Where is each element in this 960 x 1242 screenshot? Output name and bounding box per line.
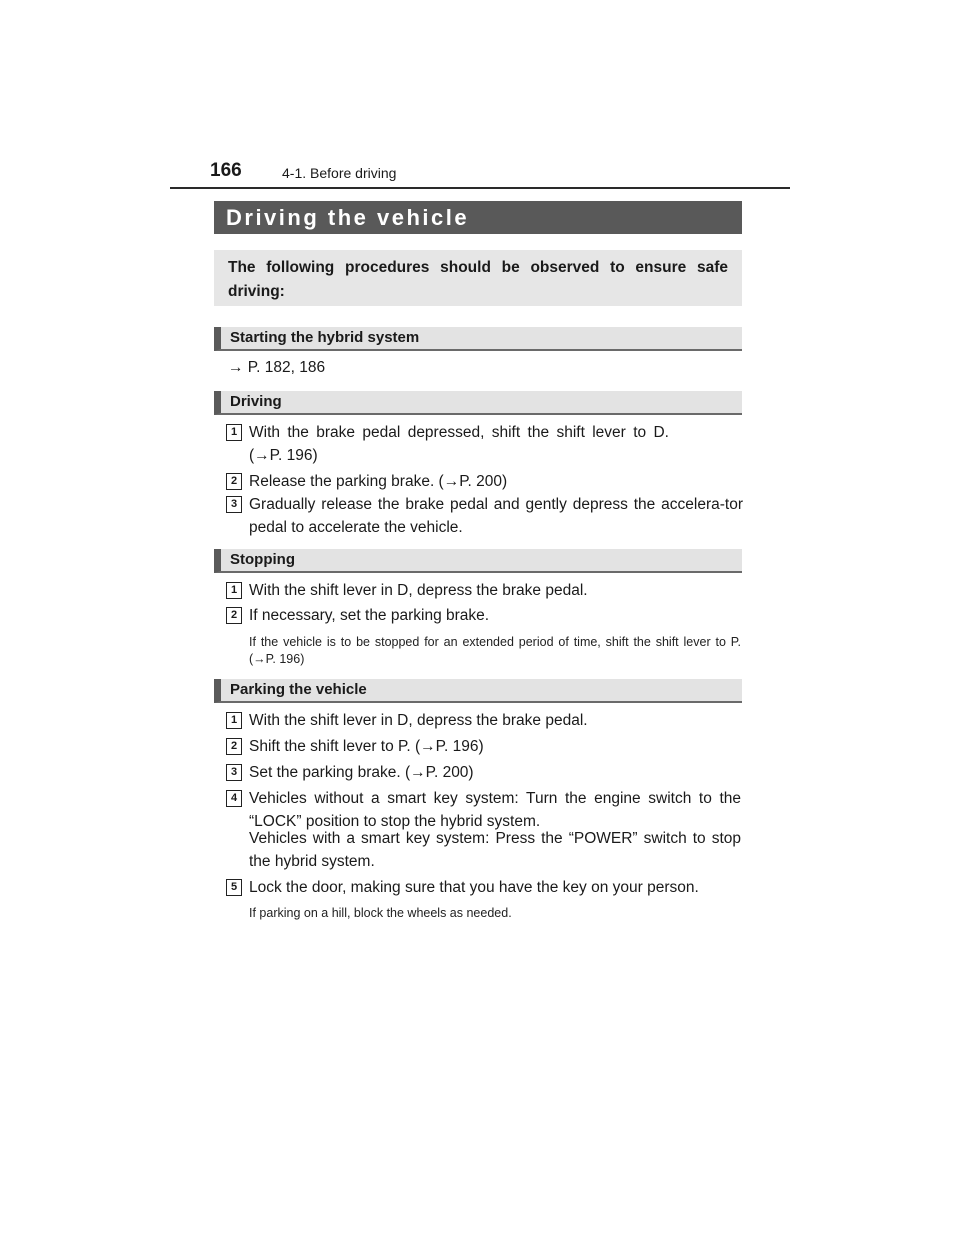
step-number: 5 — [226, 879, 242, 896]
step-text: Vehicles without a smart key system: Turn the engine switch to the “LOCK” position to stop the hybrid system. — [249, 790, 741, 830]
step-number: 1 — [226, 712, 242, 729]
subheading-stopping: Stopping — [214, 549, 742, 573]
step-text: With the shift lever in D, depress the brake pedal. — [249, 582, 588, 599]
step-text: With the shift lever in D, depress the brake pedal. — [249, 712, 588, 729]
step-number: 4 — [226, 790, 242, 807]
starting-reference[interactable]: → P. 182, 186 — [228, 359, 326, 376]
step-number: 1 — [226, 582, 242, 599]
subheading-parking: Parking the vehicle — [214, 679, 742, 703]
parking-note: If parking on a hill, block the wheels as needed. — [249, 906, 512, 920]
header-rule — [170, 187, 790, 189]
section-path: 4-1. Before driving — [282, 165, 397, 181]
step-text: With the brake pedal depressed, shift the shift lever to D. (→P. 196) — [249, 424, 669, 464]
subheading-driving: Driving — [214, 391, 742, 415]
step-number: 2 — [226, 738, 242, 755]
step-number: 2 — [226, 473, 242, 490]
stopping-note: If the vehicle is to be stopped for an extended period of time, shift the shift lever to P. (→P. 196) — [249, 635, 741, 666]
step-text: Gradually release the brake pedal and gently depress the accelera-tor pedal to accelerate the vehicle. — [249, 496, 743, 536]
page-title: Driving the vehicle — [214, 201, 742, 234]
step-number: 2 — [226, 607, 242, 624]
step-number: 3 — [226, 496, 242, 513]
step-number: 3 — [226, 764, 242, 781]
step-text: Set the parking brake. (→P. 200) — [249, 764, 474, 781]
step-text: If necessary, set the parking brake. — [249, 607, 490, 624]
step-text-continued: Vehicles with a smart key system: Press the “POWER” switch to stop the hybrid system. — [249, 830, 741, 870]
step-text: Shift the shift lever to P. (→P. 196) — [249, 738, 484, 755]
step-text: Lock the door, making sure that you have the key on your person. — [249, 879, 699, 896]
page-number: 166 — [210, 160, 242, 181]
intro-box: The following procedures should be observed to ensure safe driving: — [214, 250, 742, 306]
step-number: 1 — [226, 424, 242, 441]
step-text: Release the parking brake. (→P. 200) — [249, 473, 508, 490]
subheading-starting: Starting the hybrid system — [214, 327, 742, 351]
